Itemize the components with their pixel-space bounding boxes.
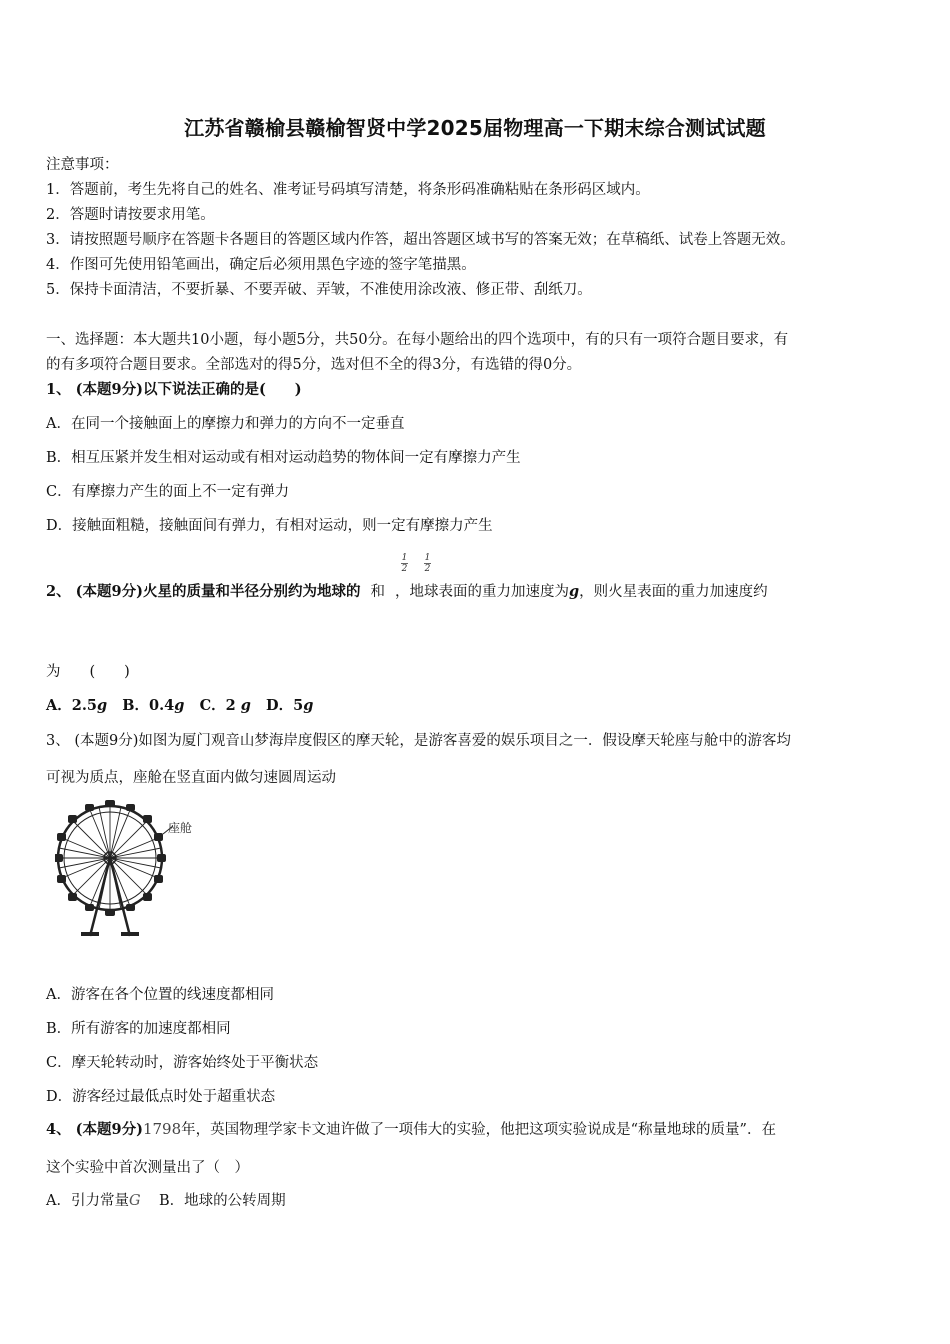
question-1-option-b: B．相互压紧并发生相对运动或有相对运动趋势的物体间一定有摩擦力产生	[46, 450, 521, 466]
q2-stem-part: ，地球表面的重力加速度为	[394, 584, 569, 600]
fraction-denominator: 2	[424, 564, 431, 574]
unit-g: g	[240, 697, 251, 714]
q2-option-a: A．2.5	[46, 697, 97, 714]
question-3-option-a: A．游客在各个位置的线速度都相同	[46, 987, 274, 1003]
q4-option-a: A．引力常量	[46, 1193, 129, 1209]
q4-option-b: B．地球的公转周期	[159, 1193, 286, 1209]
question-3-stem-line1	[46, 729, 791, 750]
notice-item: 1．答题前，考生先将自己的姓名、准考证号码填写清楚，将条形码准确粘贴在条形码区域内。	[46, 182, 650, 198]
question-2-options	[46, 694, 313, 715]
q2-stem-part: ，则火星表面的重力加速度约	[579, 584, 768, 600]
notice-item: 4．作图可先使用铅笔画出，确定后必须用黑色字迹的签字笔描黑。	[46, 257, 476, 273]
question-1-option-c: C．有摩擦力产生的面上不一定有弹力	[46, 484, 290, 500]
question-2-stem-end: 为 ( )	[46, 664, 130, 680]
q2-stem-part: 2、 (本题9分)火星的质量和半径分别约为地球的	[46, 583, 361, 600]
question-3-option-c: C．摩天轮转动时，游客始终处于平衡状态	[46, 1055, 319, 1071]
gravitational-constant-symbol: G	[128, 1193, 141, 1209]
year-value: 1798	[142, 1120, 182, 1138]
question-4-stem-line2: 这个实验中首次测量出了（ ）	[46, 1160, 249, 1176]
notice-item: 3．请按照题号顺序在答题卡各题目的答题区域内作答，超出答题区域书写的答案无效；在草稿纸、试卷上答题无效。	[46, 232, 795, 248]
question-3-option-d: D．游客经过最低点时处于超重状态	[46, 1089, 276, 1105]
notice-heading: 注意事项：	[46, 157, 119, 173]
question-4-options	[46, 1189, 286, 1210]
section-heading-line2: 的有多项符合题目要求。全部选对的得5分，选对但不全的得3分，有选错的得0分。	[46, 357, 582, 373]
notice-item: 5．保持卡面清洁，不要折暴、不要弄破、弄皱，不准使用涂改液、修正带、刮纸刀。	[46, 282, 592, 298]
q4-stem-text: 年，英国物理学家卡文迪许做了一项伟大的实验，他把这项实验说成是“称量地球的质量”．在	[181, 1122, 776, 1138]
q2-stem-part: 和	[370, 584, 385, 600]
question-1-option-a: A．在同一个接触面上的摩擦力和弹力的方向不一定垂直	[46, 416, 405, 432]
unit-g: g	[303, 697, 314, 714]
ferris-wheel-figure	[55, 796, 215, 941]
fraction-numerator: 1	[401, 553, 408, 563]
q3-stem: 3、 (本题9分)如图为厦门观音山梦海岸度假区的摩天轮，是游客喜爱的娱乐项目之一．假设摩天轮座与舱中的游客均	[46, 733, 791, 749]
question-3-stem-line2: 可视为质点，座舱在竖直面内做匀速圆周运动	[46, 770, 336, 786]
unit-g: g	[96, 697, 108, 714]
gravity-symbol: g	[568, 583, 580, 600]
question-4-stem-line1	[46, 1118, 776, 1139]
fraction-mass	[401, 553, 408, 574]
question-1-option-d: D．接触面粗糙，接触面间有弹力，有相对运动，则一定有摩擦力产生	[46, 518, 493, 534]
q2-option-b: B．0.4	[122, 697, 175, 714]
cabin-label: 座舱	[168, 821, 193, 835]
fraction-denominator: 2	[401, 564, 408, 574]
question-3-option-b: B．所有游客的加速度都相同	[46, 1021, 231, 1037]
notice-item: 2．答题时请按要求用笔。	[46, 207, 215, 223]
unit-g: g	[174, 697, 185, 714]
section-heading-line1: 一、选择题：本大题共10小题，每小题5分，共50分。在每小题给出的四个选项中，有的只有一项符合题目要求，有	[46, 332, 789, 348]
fraction-radius	[424, 553, 431, 574]
q4-stem-prefix: 4、 (本题9分)	[46, 1121, 143, 1138]
question-2-stem	[46, 580, 768, 601]
page-title: 江苏省赣榆县赣榆智贤中学2025届物理高一下期末综合测试试题	[184, 116, 766, 140]
fraction-numerator: 1	[424, 553, 431, 563]
q2-option-d: D．5	[266, 697, 304, 714]
question-1-stem: 1、 (本题9分)以下说法正确的是( )	[46, 381, 302, 398]
q2-option-c: C．2	[199, 697, 241, 714]
